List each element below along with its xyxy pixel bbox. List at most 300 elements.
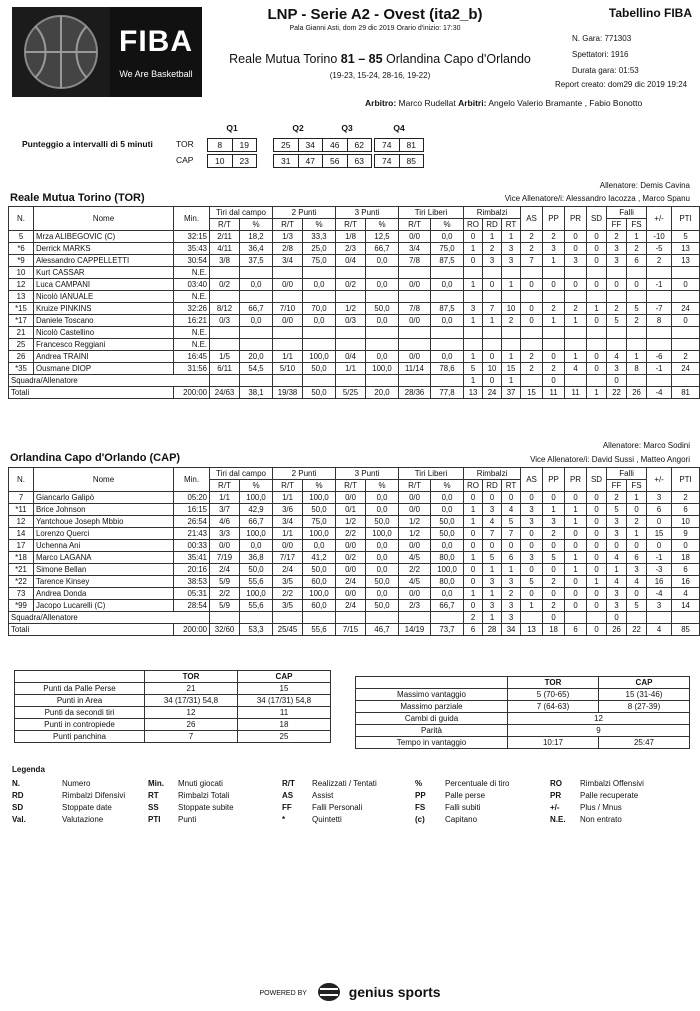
cell: 28 <box>483 624 502 636</box>
cell: 2 <box>502 315 521 327</box>
cell: 15 <box>502 363 521 375</box>
legend-desc: Percentuale di tiro <box>445 779 510 788</box>
legend-desc: Rimbalzi Offensivi <box>580 779 644 788</box>
cell: 10 <box>502 303 521 315</box>
cell: 3 Punti <box>336 468 399 480</box>
doc-title: Tabellino FIBA <box>608 6 692 20</box>
quarter-score-box <box>207 154 257 168</box>
cell <box>366 327 399 339</box>
cell <box>240 612 273 624</box>
cell: 0/0 <box>336 492 366 504</box>
cell: 100,0 <box>303 351 336 363</box>
cell: AS <box>521 468 543 492</box>
cell: 24/63 <box>210 387 240 399</box>
cell: 3/5 <box>273 600 303 612</box>
cell: 50,0 <box>366 600 399 612</box>
cell <box>240 267 273 279</box>
cell: 37,5 <box>240 255 273 267</box>
cell: Tiri dal campo <box>210 468 273 480</box>
cell: Brice Johnson <box>34 504 174 516</box>
cell: Punti da Palle Perse <box>15 683 145 695</box>
cell: 0 <box>587 231 607 243</box>
cell: PR <box>565 468 587 492</box>
cell: 0 <box>464 528 483 540</box>
cell: Squadra/Allenatore <box>9 612 210 624</box>
cell: 73 <box>9 588 34 600</box>
cell: 31:56 <box>174 363 210 375</box>
cell: 6 <box>647 504 672 516</box>
cell: 3 <box>483 576 502 588</box>
cell: 0 <box>521 303 543 315</box>
cell: % <box>303 219 336 231</box>
cell <box>240 327 273 339</box>
cell: 0 <box>565 540 587 552</box>
cell: 3/4 <box>273 255 303 267</box>
cell: 5 <box>627 600 647 612</box>
cell: 0 <box>565 243 587 255</box>
cell: Punti panchina <box>15 731 145 743</box>
cell: RT <box>502 480 521 492</box>
table-row <box>9 600 700 612</box>
home-name: Reale Mutua Torino <box>229 52 338 66</box>
cell: 0 <box>521 492 543 504</box>
quarter-score: 23 <box>239 156 249 166</box>
cell: 34 <box>502 624 521 636</box>
cell <box>240 375 273 387</box>
cell: 4 <box>483 516 502 528</box>
cell: 0 <box>607 540 627 552</box>
cell: 0/2 <box>336 552 366 564</box>
cell: 0 <box>587 351 607 363</box>
cell: 3 <box>483 255 502 267</box>
cell: 5 <box>543 552 565 564</box>
cell: 1/2 <box>399 528 431 540</box>
legend-abbr: PR <box>550 791 562 800</box>
cell: -10 <box>647 231 672 243</box>
cell: PTI <box>672 468 700 492</box>
cell: 6 <box>672 564 700 576</box>
quarter-score: 46 <box>323 139 348 151</box>
cell: 13 <box>672 243 700 255</box>
summary-row <box>356 701 690 713</box>
cell: Uchenna Ani <box>34 540 174 552</box>
cell: 1/3 <box>273 231 303 243</box>
cell: 2 <box>521 363 543 375</box>
cell: 0,0 <box>431 351 464 363</box>
table-row <box>9 315 700 327</box>
cell <box>336 612 366 624</box>
legend-abbr: % <box>415 779 423 788</box>
cell: 0 <box>521 528 543 540</box>
quarter-score: 10 <box>208 155 233 167</box>
cell: 2 <box>543 528 565 540</box>
cell: 0/0 <box>399 351 431 363</box>
cell: -4 <box>647 588 672 600</box>
cell: 1 <box>565 504 587 516</box>
cell <box>303 267 336 279</box>
cell: 50,0 <box>366 576 399 588</box>
legend-abbr: FS <box>415 803 426 812</box>
cell: 0,0 <box>303 540 336 552</box>
legend-abbr: SS <box>148 803 159 812</box>
cell: 10 <box>483 363 502 375</box>
home-coach: Allenatore: Demis Cavina <box>599 181 690 190</box>
table-row <box>9 552 700 564</box>
cell: SD <box>587 468 607 492</box>
cell: 10:17 <box>508 737 599 749</box>
cell: 3/6 <box>273 504 303 516</box>
game-result <box>210 52 550 66</box>
legend-abbr: N.E. <box>550 815 566 824</box>
referee-label: Arbitro: <box>365 98 397 108</box>
cell <box>483 291 502 303</box>
cell: 3 Punti <box>336 207 399 219</box>
legend-abbr: R/T <box>282 779 295 788</box>
table-row <box>9 528 700 540</box>
cell: 3/4 <box>399 243 431 255</box>
table-row <box>9 243 700 255</box>
cell: 1 <box>464 351 483 363</box>
table-row <box>9 492 700 504</box>
cell: 3 <box>502 243 521 255</box>
cell: 10 <box>672 516 700 528</box>
cell: 25,0 <box>303 243 336 255</box>
cell: 7 <box>502 528 521 540</box>
cell: 28/36 <box>399 387 431 399</box>
cell: -1 <box>647 552 672 564</box>
cell: % <box>431 219 464 231</box>
cell: Totali <box>9 387 174 399</box>
cell: 0,0 <box>240 315 273 327</box>
cell: 2 <box>543 231 565 243</box>
cell: 2 <box>565 303 587 315</box>
cell: 1/2 <box>399 516 431 528</box>
cell: 34 (17/31) 54,8 <box>238 695 331 707</box>
cell: 4 <box>672 588 700 600</box>
cell: *35 <box>9 363 34 375</box>
cell: 1 <box>521 600 543 612</box>
cell: 10 <box>9 267 34 279</box>
cell <box>336 291 366 303</box>
cell: 03:40 <box>174 279 210 291</box>
cell <box>672 375 700 387</box>
cell: 100,0 <box>366 363 399 375</box>
cell: 0 <box>565 231 587 243</box>
cell: 0/0 <box>273 279 303 291</box>
cell: 1 <box>587 387 607 399</box>
cell: 1 <box>483 564 502 576</box>
cell: 7 <box>9 492 34 504</box>
cell: 34 (17/31) 54,8 <box>145 695 238 707</box>
cell: 12 <box>145 707 238 719</box>
cell: N.E. <box>174 339 210 351</box>
cell: 25 <box>238 731 331 743</box>
cell: 30:54 <box>174 255 210 267</box>
cell: 0 <box>464 600 483 612</box>
cell: 6 <box>464 624 483 636</box>
cell: 38:53 <box>174 576 210 588</box>
cell: N.E. <box>174 267 210 279</box>
legend-title: Legenda <box>12 765 45 774</box>
table-row <box>9 564 700 576</box>
summary-row <box>356 725 690 737</box>
legend-desc: Non entrato <box>580 815 622 824</box>
cell: 8 (27-39) <box>599 701 690 713</box>
cell: 0 <box>543 540 565 552</box>
legend-abbr: Min. <box>148 779 164 788</box>
cell: 0 <box>543 588 565 600</box>
cell <box>336 267 366 279</box>
cell: 1 <box>565 516 587 528</box>
quarter-score-box <box>273 138 323 152</box>
legend-desc: Rimbalzi Difensivi <box>62 791 126 800</box>
assistants-names: Angelo Valerio Bramante , Fabio Bonotto <box>488 98 643 108</box>
summary-row <box>15 695 331 707</box>
cell: 6 <box>565 624 587 636</box>
cell: N.E. <box>174 327 210 339</box>
cell: Francesco Reggiani <box>34 339 174 351</box>
cell: 2/11 <box>210 231 240 243</box>
legend-desc: Falli subiti <box>445 803 481 812</box>
cell: 5/10 <box>273 363 303 375</box>
cell: 1 <box>502 564 521 576</box>
cell: 3 <box>607 588 627 600</box>
cell: 17 <box>9 540 34 552</box>
cell: 0 <box>565 588 587 600</box>
cell: 7 <box>145 731 238 743</box>
cell: 3 <box>502 576 521 588</box>
cell: 6 <box>627 255 647 267</box>
cell: 3 <box>464 303 483 315</box>
table-row <box>9 339 700 351</box>
cell <box>431 612 464 624</box>
cell: 1 <box>627 231 647 243</box>
cell: 0/0 <box>399 504 431 516</box>
cell: 0 <box>521 315 543 327</box>
cell: 28:54 <box>174 600 210 612</box>
cell: 35:43 <box>174 243 210 255</box>
cell: 70,0 <box>303 303 336 315</box>
cell: 80,0 <box>431 576 464 588</box>
legend-desc: Capitano <box>445 815 478 824</box>
basketball-icon <box>12 7 110 97</box>
cell <box>210 267 240 279</box>
cell <box>647 327 672 339</box>
cell: *9 <box>9 255 34 267</box>
quarter-head: Q2 <box>292 123 304 133</box>
cell <box>15 671 145 683</box>
cell: Simone Bellan <box>34 564 174 576</box>
cell: 2/2 <box>210 588 240 600</box>
cell: % <box>366 219 399 231</box>
cell: 20,0 <box>366 387 399 399</box>
legend-abbr: (c) <box>415 815 425 824</box>
cell: 2 <box>543 363 565 375</box>
table-row <box>9 351 700 363</box>
cell: % <box>303 480 336 492</box>
summary-head <box>15 671 331 683</box>
cell: 1 <box>464 375 483 387</box>
cell: 0,0 <box>431 315 464 327</box>
cell: Punti da secondi tiri <box>15 707 145 719</box>
cell: % <box>240 480 273 492</box>
cell: 0 <box>587 528 607 540</box>
cell: 0/0 <box>399 315 431 327</box>
cell: 7/8 <box>399 303 431 315</box>
cell: 0 <box>543 279 565 291</box>
cell <box>399 291 431 303</box>
cell: Nicolò IANUALE <box>34 291 174 303</box>
venue-line: Pala Gianni Asti, dom 29 dic 2019 Orario d'inizio: 17:30 <box>289 25 461 32</box>
cell: 8 <box>647 315 672 327</box>
cell: 0,0 <box>431 540 464 552</box>
cell: 50,0 <box>431 528 464 540</box>
cell: 1 <box>464 504 483 516</box>
cell: 55,6 <box>240 576 273 588</box>
cell: 3 <box>607 243 627 255</box>
cell: 3 <box>607 600 627 612</box>
cell <box>464 339 483 351</box>
referees <box>365 98 695 108</box>
quarter-score: 34 <box>305 140 315 150</box>
cell: TOR <box>145 671 238 683</box>
cell: Nome <box>34 468 174 492</box>
cell: *18 <box>9 552 34 564</box>
cell: 0 <box>587 516 607 528</box>
cell: 1 <box>565 351 587 363</box>
cell: 2 <box>672 351 700 363</box>
cell: PP <box>543 207 565 231</box>
cell <box>587 267 607 279</box>
cell: -1 <box>647 363 672 375</box>
cell: R/T <box>399 219 431 231</box>
cell <box>356 677 508 689</box>
cell: -1 <box>647 279 672 291</box>
cell: 1 <box>464 315 483 327</box>
quarter-score: 63 <box>354 156 364 166</box>
away-name: Orlandina Capo d'Orlando <box>386 52 531 66</box>
cell <box>543 327 565 339</box>
cell: Kruize PINKINS <box>34 303 174 315</box>
cell: 0 <box>647 540 672 552</box>
cell: 1/1 <box>210 492 240 504</box>
squadra-row <box>9 612 700 624</box>
cell <box>565 267 587 279</box>
cell: 0,0 <box>366 504 399 516</box>
cell <box>366 612 399 624</box>
cell <box>273 327 303 339</box>
cell: 2 <box>502 588 521 600</box>
cell: Cambi di guida <box>356 713 508 725</box>
cell: 0/0 <box>399 540 431 552</box>
cell: R/T <box>336 219 366 231</box>
cell: 18,2 <box>240 231 273 243</box>
cell <box>627 339 647 351</box>
cell: 0 <box>483 375 502 387</box>
cell: 22 <box>627 624 647 636</box>
table-row <box>9 540 700 552</box>
cell: 3 <box>543 516 565 528</box>
cell <box>587 339 607 351</box>
cell: 24 <box>483 387 502 399</box>
cell: 1 <box>483 612 502 624</box>
cell <box>399 267 431 279</box>
quarter-head: Q3 <box>341 123 353 133</box>
cell <box>273 267 303 279</box>
cell: RT <box>502 219 521 231</box>
cell: 35:41 <box>174 552 210 564</box>
cell: 36,8 <box>240 552 273 564</box>
cell: 1 <box>627 492 647 504</box>
cell <box>303 339 336 351</box>
quarter-score-box <box>273 154 323 168</box>
referee-name: Marco Rudellat <box>398 98 456 108</box>
cell: 25:47 <box>599 737 690 749</box>
cell: 2 <box>483 243 502 255</box>
cell: 3/7 <box>210 504 240 516</box>
cell <box>587 291 607 303</box>
cell: 20:16 <box>174 564 210 576</box>
cell: FS <box>627 219 647 231</box>
cell: 7/19 <box>210 552 240 564</box>
summary-row <box>15 731 331 743</box>
cell: 0/0 <box>336 540 366 552</box>
cell: 0 <box>543 564 565 576</box>
cell: 33,3 <box>303 231 336 243</box>
cell: 0 <box>483 492 502 504</box>
cell: 13 <box>464 387 483 399</box>
cell: 2/4 <box>336 576 366 588</box>
cell: *21 <box>9 564 34 576</box>
cell: 19/38 <box>273 387 303 399</box>
cell: 1 <box>464 516 483 528</box>
cell: 1/1 <box>336 363 366 375</box>
cell <box>273 375 303 387</box>
away-coach: Allenatore: Marco Sodini <box>602 441 690 450</box>
cell: 87,5 <box>431 255 464 267</box>
cell: 0 <box>464 564 483 576</box>
cell <box>502 327 521 339</box>
legend-abbr: SD <box>12 803 24 812</box>
cell: 05:20 <box>174 492 210 504</box>
cell: 2/4 <box>273 564 303 576</box>
cell: 75,0 <box>303 516 336 528</box>
cell: 50,0 <box>303 363 336 375</box>
cell: Rimbalzi <box>464 468 521 480</box>
cell: 0/0 <box>399 588 431 600</box>
legend-abbr: PP <box>415 791 426 800</box>
cell: 2/8 <box>273 243 303 255</box>
table-row <box>9 504 700 516</box>
cell <box>366 339 399 351</box>
cell: 5 <box>521 576 543 588</box>
cell: 32:26 <box>174 303 210 315</box>
cell: Andrea TRAINI <box>34 351 174 363</box>
table-row <box>9 576 700 588</box>
cell <box>647 339 672 351</box>
cell: 0 <box>607 612 627 624</box>
totali-row <box>9 624 700 636</box>
cell: Falli <box>607 468 647 480</box>
cell: 0 <box>587 504 607 516</box>
cell <box>303 612 336 624</box>
cell: 2 <box>627 243 647 255</box>
cell: FS <box>627 480 647 492</box>
cell: 4 <box>607 576 627 588</box>
cell <box>647 375 672 387</box>
cell <box>607 339 627 351</box>
logo-tagline: We Are Basketball <box>119 69 193 79</box>
